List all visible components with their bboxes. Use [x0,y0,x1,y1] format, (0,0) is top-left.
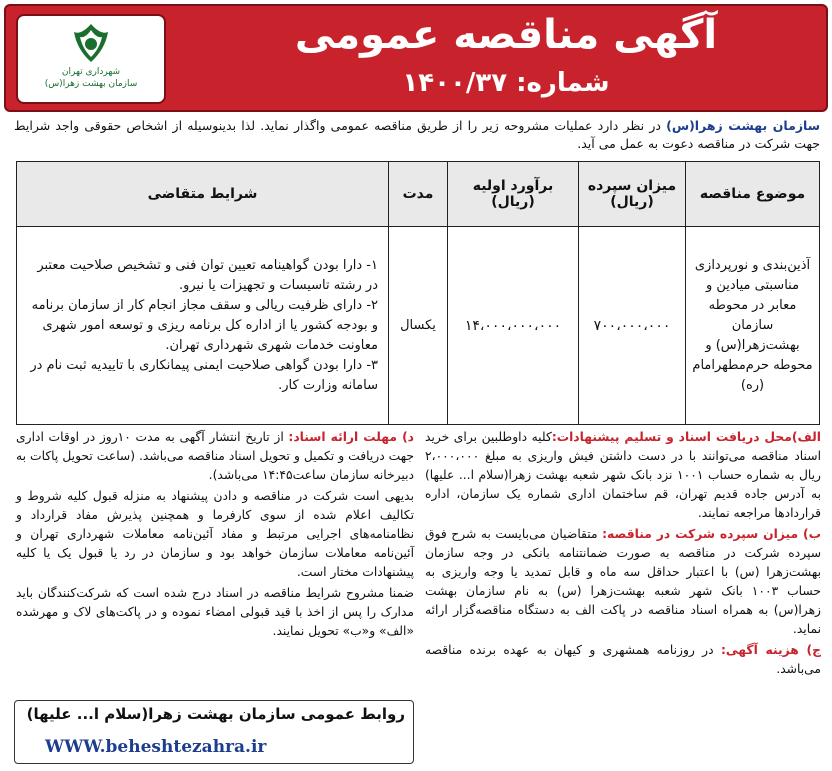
website-link[interactable]: WWW.beheshtezahra.ir [45,737,267,757]
logo-municipality-text: شهرداری تهران [61,67,121,77]
section-be [425,525,821,639]
logo-organization-text: سازمان بهشت زهرا(س) [44,79,138,89]
cell-duration: یکسال [389,227,448,425]
terms-paragraph: بدیهی است شرکت در مناقصه و دادن پیشنهاد به منزله قبول کلیه شروط و تکالیف اعلام شده از سوی کارفرما و همچنین پذیرش مفاد قرارداد و نظامنامه‌های اجرایی مرتبط و مفاد آئین‌نامه معاملات شهرداری تهران و آئین‌نامه معاملات سازمان خواهد بود و سازمان در رد یا قبول یک یا کلیه پیشنهادات مختار است. [16,489,414,579]
section-jim-title: ج) هزینه آگهی: [720,643,821,657]
notice-number: شماره: ۱۴۰۰/۳۷ [402,68,610,98]
header-subject: موضوع مناقصه [686,162,820,227]
public-relations-footer [14,700,414,764]
condition-item: ۲- دارای ظرفیت ریالی و سقف مجاز انجام کار از سازمان برنامه و بودجه کشور یا از اداره کل برنامه ریزی و توسعه امور شهری معاونت خدمات شهری شهرداری تهران. [31,297,378,353]
header-conditions: شرایط متقاضی [17,162,389,227]
table-row [17,227,820,425]
table-header-row [17,162,820,227]
cell-estimate: ۱۴،۰۰۰،۰۰۰،۰۰۰ [448,227,579,425]
intro-paragraph [14,117,820,153]
section-alef-text: کلیه داوطلبین برای خرید اسناد مناقصه می‌توانند با در دست داشتن فیش واریزی به مبلغ ۲،۰۰۰،۰۰۰ ریال به شماره حساب ۱۰۰۱ نزد بانک شهر شعبه بهشت زهرا(سلام ا... علیها) به آدرس جاده قدیم تهران، قم ساختمان اداری شماره یک سازمان، اداره قراردادها مراجعه نمایند. [425,430,821,520]
notice-title: آگهی مناقصه عمومی [294,12,718,58]
left-column [16,428,414,643]
section-be-text: متقاضیان می‌بایست به شرح فوق سپرده شرکت در مناقصه به صورت ضمانتنامه بانکی در وجه سازمان بهشت‌زهرا (س) با اعتبار حداقل سه ماه و قابل تمدید یا وجه واریزی به حساب ۱۰۰۳ بانک شهر شعبه بهشت‌زهرا (س) به نام سازمان بهشت زهرا(س) به همراه اسناد مناقصه در پاکت الف به دستگاه مناقصه‌گزار ارائه نماید. [425,527,821,636]
condition-item: ۱- دارا بودن گواهینامه تعیین توان فنی و تشخیص صلاحیت معتبر در رشته تاسیسات و تجهیزات یا نیرو. [37,257,378,293]
header-duration: مدت [389,162,448,227]
tender-table [16,161,820,425]
section-be-title: ب) میزان سپرده شرکت در مناقصه: [602,527,821,541]
tulip-emblem-icon [68,20,114,66]
header-estimate: برآورد اولیه (ریال) [448,162,579,227]
footer-title: روابط عمومی سازمان بهشت زهرا(سلام ا... علیها) [26,705,405,723]
intro-org-name: سازمان بهشت زهرا(س) [666,118,821,133]
section-dal [16,428,414,485]
intro-text: در نظر دارد عملیات مشروحه زیر را از طریق مناقصه عمومی واگذار نماید. لذا بدینوسیله از اشخاص حقوقی واجد شرایط جهت شرکت در مناقصه دعوت به عمل می آید. [14,118,820,151]
section-alef [425,428,821,523]
right-column [425,428,821,681]
section-jim-text: در روزنامه همشهری و کیهان به عهده برنده مناقصه می‌باشد. [425,643,821,676]
header-deposit: میزان سپرده (ریال) [579,162,686,227]
section-jim [425,641,821,679]
cell-subject: آذین‌بندی و نورپردازی مناسبتی میادین و معابر در محوطه سازمان بهشت‌زهرا(س) و محوطه حرم‌مطهرامام (ره) [686,227,820,425]
cell-conditions [17,227,389,425]
header-banner [4,4,828,112]
section-dal-title: د) مهلت ارائه اسناد: [288,430,414,444]
condition-item: ۳- دارا بودن گواهی صلاحیت ایمنی پیمانکاری با تاییدیه ثبت نام در سامانه وزارت کار. [30,357,378,393]
section-alef-title: الف)محل دریافت اسناد و تسلیم پیشنهادات: [551,430,821,444]
section-dal-text: از تاریخ انتشار آگهی به مدت ۱۰روز در اوقات اداری جهت دریافت و تکمیل و تحویل اسناد مناقصه می‌باشد. (ساعت تحویل پاکات به دبیرخانه سازمان ساعت۱۴:۴۵ می‌باشد). [16,430,414,482]
organization-logo [16,14,166,104]
cell-deposit: ۷۰۰،۰۰۰،۰۰۰ [579,227,686,425]
documents-paragraph: ضمنا مشروح شرایط مناقصه در اسناد درج شده است که شرکت‌کنندگان باید مدارک را پس از اخذ با قید قبولی امضاء نموده و در پاکت‌های لاک و مهرشده «الف» و«ب» تحویل نمایند. [16,586,414,638]
